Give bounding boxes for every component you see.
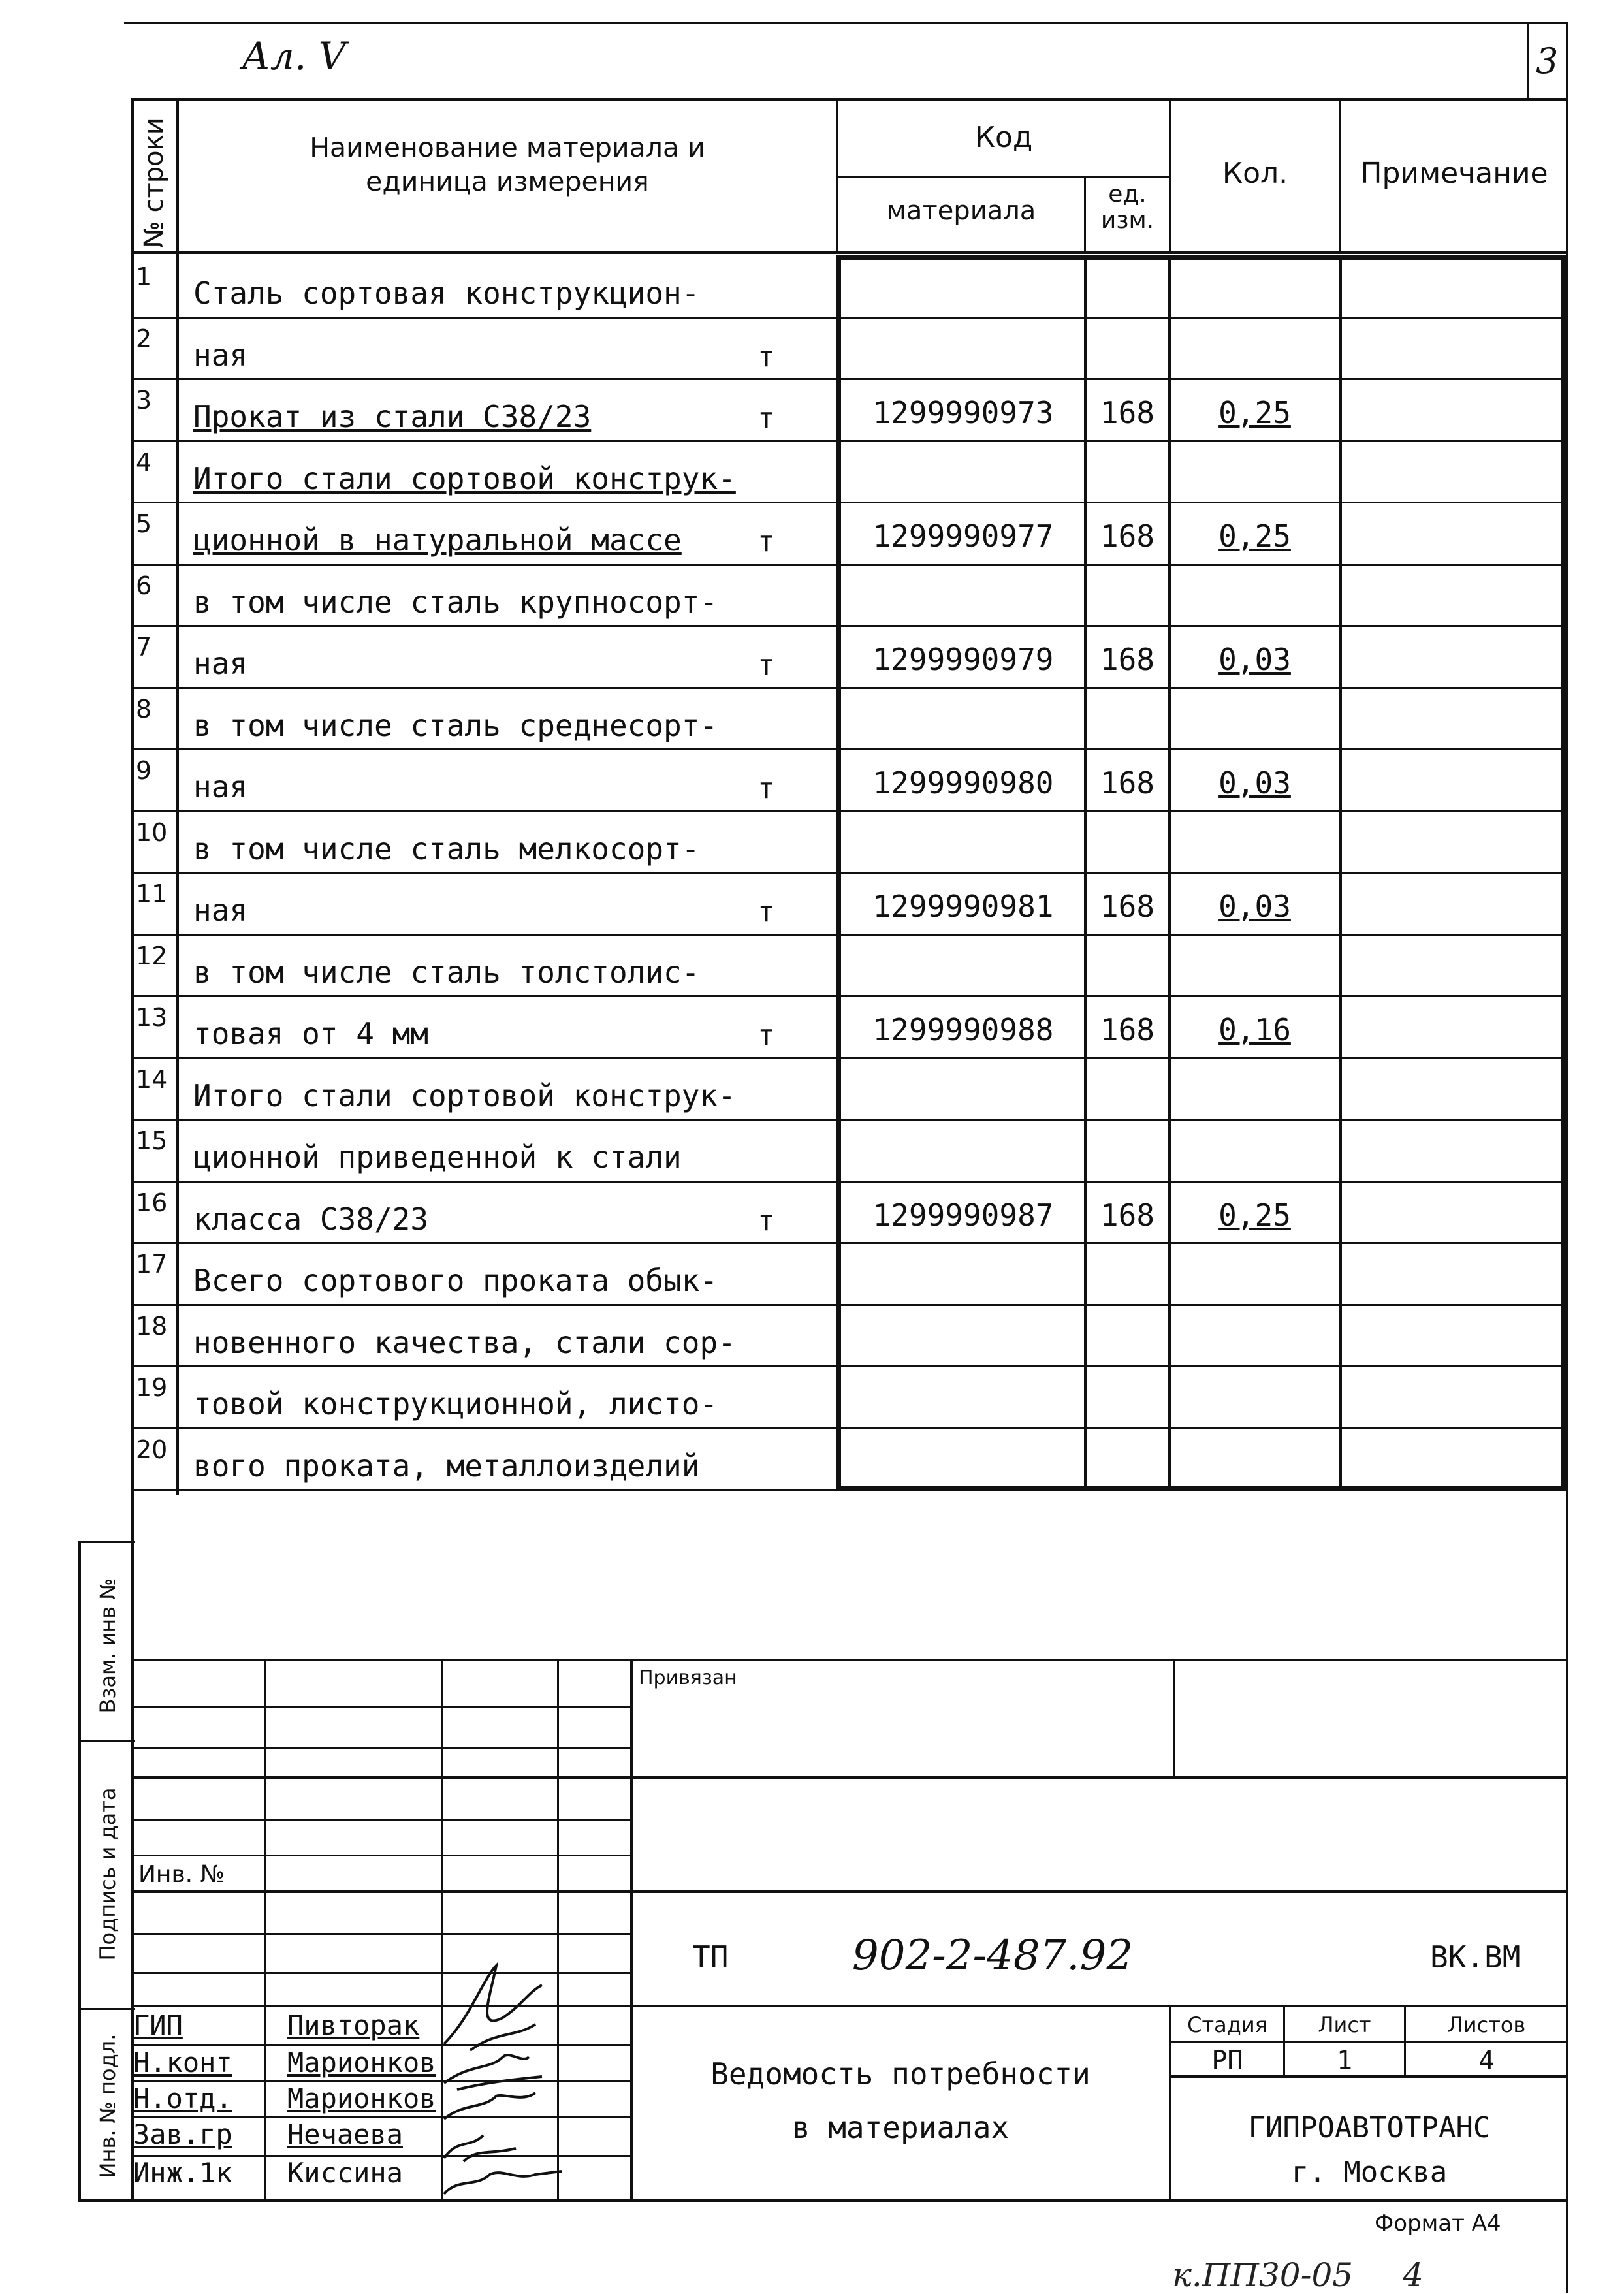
row-number: 15	[136, 1126, 168, 1155]
side-stamp-div1	[81, 1740, 135, 1742]
row-name: новенного качества, стали сор-	[193, 1324, 736, 1360]
row-name: Прокат из стали С38/23	[193, 399, 592, 434]
row-qty: 0,03	[1218, 765, 1291, 801]
header-bottom	[134, 251, 1567, 254]
row-name: в том числе сталь крупносорт-	[193, 584, 718, 620]
table-row	[0, 626, 1624, 688]
header-code-unit	[1086, 182, 1169, 234]
row-number: 4	[136, 447, 152, 477]
row-number: 20	[136, 1435, 168, 1464]
row-number: 1	[136, 263, 152, 291]
table-row	[0, 996, 1624, 1059]
row-code: 1299990979	[872, 642, 1054, 677]
tb-doc-number: 902-2-487.92	[852, 1932, 1134, 1980]
row-unit: т	[757, 1019, 775, 1052]
row-number: 10	[136, 818, 168, 847]
table-row	[0, 1243, 1624, 1305]
table-row	[0, 565, 1624, 627]
side-stamp-left	[78, 1541, 81, 2201]
row-name: товая от 4 мм	[193, 1016, 429, 1051]
tb-privyazan: Привязан	[639, 1666, 737, 1689]
signature-gip	[444, 1966, 542, 2050]
header-note: Примечание	[1360, 157, 1548, 190]
row-unit-code: 168	[1100, 642, 1155, 677]
row-code: 1299990973	[872, 395, 1054, 430]
page-number: 3	[1536, 40, 1559, 82]
row-unit: т	[757, 648, 775, 682]
row-unit-code: 168	[1100, 765, 1155, 801]
signer-name: Марионков	[287, 2082, 436, 2114]
side-podpis-data: Подпись и дата	[95, 1787, 120, 1961]
row-number: 5	[136, 509, 152, 538]
row-name: класса С38/23	[193, 1201, 429, 1237]
row-number: 16	[136, 1188, 168, 1217]
row-unit-code: 168	[1100, 1012, 1155, 1047]
header-code: Код	[974, 121, 1033, 154]
table-row	[0, 812, 1624, 874]
row-number: 12	[136, 941, 168, 970]
tb-h7	[134, 1933, 630, 1935]
tb-h3	[134, 1776, 1567, 1779]
tb-title	[633, 2047, 1168, 2154]
row-name: в том числе сталь мелкосорт-	[193, 831, 700, 867]
tb-stage-label: Стадия	[1187, 2013, 1267, 2037]
table-top	[134, 98, 1567, 101]
signer-name: Киссина	[287, 2157, 404, 2189]
tb-sheet-label: Лист	[1318, 2013, 1371, 2037]
table-row	[0, 318, 1624, 380]
tb-org-line1: ГИПРОАВТОТРАНС	[1248, 2111, 1491, 2144]
row-number: 18	[136, 1311, 168, 1341]
side-stamp-sep	[81, 1541, 135, 1543]
table-row	[0, 935, 1624, 997]
row-number: 3	[136, 386, 152, 415]
header-qty: Кол.	[1222, 157, 1288, 190]
row-name: ная	[193, 893, 248, 928]
tb-left-col-a	[264, 1659, 266, 2201]
tb-h6	[134, 1890, 1567, 1893]
tb-h2	[134, 1747, 630, 1749]
row-unit: т	[757, 340, 775, 374]
row-name: в том числе сталь толстолис-	[193, 954, 700, 990]
tb-h5	[134, 1855, 630, 1856]
table-row	[0, 256, 1624, 318]
row-number: 9	[136, 756, 152, 785]
row-number: 19	[136, 1373, 168, 1402]
header-code-unit-line1: ед.	[1108, 181, 1147, 208]
row-qty: 0,03	[1218, 889, 1291, 924]
tb-h9	[134, 2005, 1567, 2007]
table-row	[0, 1059, 1624, 1121]
signer-name: Пивторак	[287, 2009, 420, 2041]
row-name: Итого стали сортовой конструк-	[193, 1077, 736, 1113]
tb-tp-label: ТП	[692, 1939, 729, 1975]
signer-name: Нечаева	[287, 2118, 404, 2150]
signer-name: Марионков	[287, 2047, 436, 2079]
table-row	[0, 873, 1624, 935]
row-name: в том числе сталь среднесорт-	[193, 707, 718, 743]
signature-notd	[444, 2093, 535, 2119]
side-vzam-inv: Взам. инв №	[95, 1578, 120, 1713]
row-number: 11	[136, 880, 168, 908]
top-left-mark: Ал. V	[242, 34, 346, 78]
header-name-line2: единица измерения	[366, 166, 649, 197]
tb-org	[1171, 2106, 1567, 2195]
row-unit: т	[757, 772, 775, 805]
row-qty: 0,16	[1218, 1012, 1291, 1047]
row-number: 8	[136, 694, 152, 724]
signature-nkont	[444, 2055, 542, 2090]
code-sub-line	[836, 176, 1169, 178]
bottom-code	[1172, 2256, 1424, 2294]
signer-role: Зав.гр	[133, 2118, 232, 2150]
tb-stage-h1	[1171, 2041, 1567, 2043]
signer-role: Н.отд.	[133, 2082, 232, 2114]
tb-privyazan-split	[1173, 1659, 1175, 1776]
row-name: Итого стали сортовой конструк-	[193, 460, 736, 496]
side-stamp-div2	[81, 2008, 135, 2010]
row-qty: 0,25	[1218, 518, 1291, 554]
row-name: вого проката, металлоизделий	[193, 1448, 700, 1484]
side-inv-podl: Инв. № подл.	[95, 2033, 120, 2178]
row-code: 1299990980	[872, 765, 1054, 801]
bottom-code-page: 4	[1403, 2256, 1424, 2294]
tb-title-line1: Ведомость потребности	[710, 2056, 1091, 2092]
table-row	[0, 1367, 1624, 1429]
row-number: 7	[136, 633, 152, 661]
row-name: Сталь сортовая конструкцион-	[193, 276, 700, 311]
row-code: 1299990981	[872, 889, 1054, 924]
table-row	[0, 1305, 1624, 1367]
tb-doc-mark: ВК.ВМ	[1430, 1939, 1521, 1975]
signature-scribbles	[431, 1952, 646, 2201]
row-number: 13	[136, 1003, 168, 1032]
page-number-box-left	[1527, 22, 1529, 100]
row-name: ционной приведенной к стали	[193, 1139, 682, 1175]
row-qty: 0,25	[1218, 1197, 1291, 1233]
tb-h1	[134, 1706, 630, 1708]
tb-sheets-label: Листов	[1447, 2013, 1526, 2037]
tb-inv-no: Инв. №	[138, 1861, 225, 1888]
table-row	[0, 1429, 1624, 1491]
signer-role: Инж.1к	[133, 2157, 232, 2189]
row-code: 1299990988	[872, 1012, 1054, 1047]
row-code: 1299990987	[872, 1197, 1054, 1233]
header-row-no: № строки	[139, 118, 169, 248]
tb-title-line2: в материалах	[791, 2110, 1010, 2145]
table-row	[0, 1182, 1624, 1244]
table-row	[0, 1120, 1624, 1182]
row-name: ционной в натуральной массе	[193, 522, 682, 558]
header-name-line1: Наименование материала и	[310, 132, 705, 163]
row-unit: т	[757, 895, 775, 929]
header-name	[179, 131, 836, 199]
tb-sheet-value: 1	[1336, 2046, 1353, 2076]
row-qty: 0,25	[1218, 395, 1291, 430]
tb-h4	[134, 1819, 630, 1821]
table-row	[0, 441, 1624, 503]
row-number: 14	[136, 1064, 168, 1094]
row-unit-code: 168	[1100, 889, 1155, 924]
tb-org-line2: г. Москва	[1291, 2156, 1448, 2189]
tb-top	[134, 1659, 1567, 1661]
frame-bottom	[78, 2199, 1567, 2202]
format-label: Формат А4	[1375, 2210, 1501, 2237]
row-number: 17	[136, 1250, 168, 1279]
row-unit-code: 168	[1100, 1197, 1155, 1233]
table-row	[0, 688, 1624, 750]
row-name: ная	[193, 769, 248, 804]
row-number: 6	[136, 571, 152, 600]
row-unit: т	[757, 525, 775, 558]
row-unit-code: 168	[1100, 395, 1155, 430]
table-row	[0, 750, 1624, 812]
signature-inzh	[444, 2171, 562, 2194]
signature-zavgr	[444, 2135, 516, 2161]
signer-role: ГИП	[133, 2009, 183, 2041]
row-name: Всего сортового проката обык-	[193, 1263, 718, 1298]
table-row	[0, 379, 1624, 441]
row-name: товой конструкционной, листо-	[193, 1386, 718, 1422]
row-code: 1299990977	[872, 518, 1054, 554]
signer-role: Н.конт	[133, 2047, 232, 2079]
tb-sheets-value: 4	[1478, 2046, 1495, 2076]
row-unit: т	[757, 1203, 775, 1237]
header-code-material: материала	[886, 196, 1036, 226]
row-unit-code: 168	[1100, 518, 1155, 554]
row-unit: т	[757, 402, 775, 435]
row-name: ная	[193, 337, 248, 373]
table-row	[0, 503, 1624, 565]
header-code-unit-line2: изм.	[1100, 207, 1154, 234]
row-qty: 0,03	[1218, 642, 1291, 677]
frame-top	[124, 22, 1567, 24]
bottom-code-text: к.ПП30-05	[1172, 2256, 1354, 2294]
row-number: 2	[136, 324, 152, 353]
row-name: ная	[193, 646, 248, 681]
tb-stage-value: РП	[1211, 2046, 1243, 2076]
